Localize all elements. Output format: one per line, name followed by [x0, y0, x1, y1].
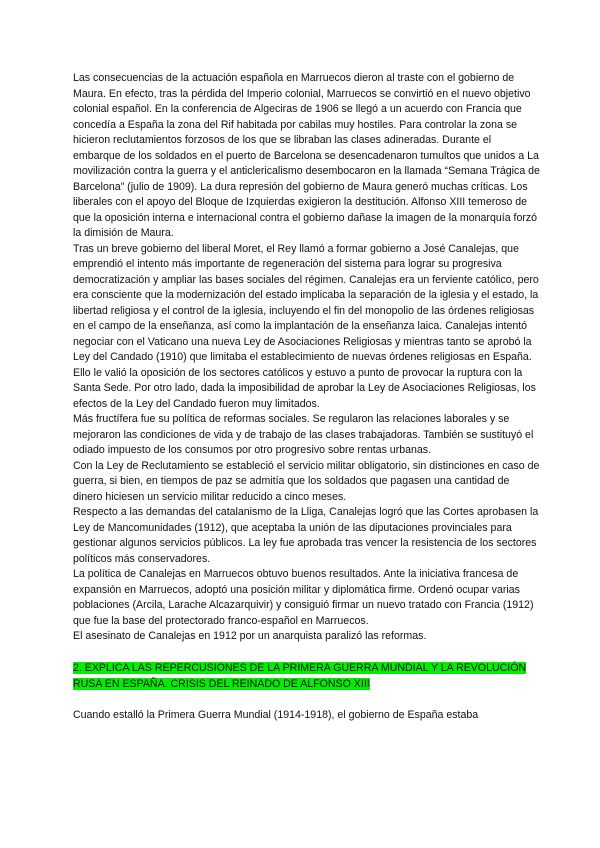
paragraph-canalejas: Tras un breve gobierno del liberal Moret, el Rey llamó a formar gobierno a José Canalejas, que emprendió el intento más importante de regeneración del sistema para lograr su progresiva democratización y ampliar las bases sociales del régimen. Canalejas era un ferviente católico, pero era consciente que la modernización del estado implicaba la separación de la iglesia y el estado, la libertad religiosa y el control de la iglesia, incluyendo el fin del monopolio de las órdenes religiosas en el campo de la enseñanza, así como la implantación de la enseñanza laica. Canalejas intentó negociar con el Vaticano una nueva Ley de Asociaciones Religiosas y mientras tanto se aprobó la Ley del Candado (1910) que limitaba el establecimiento de nuevas órdenes religiosas en España. Ello le valió la oposición de los sectores católicos y estuvo a punto de provocar la ruptura con la Santa Sede. Por otro lado, dada la imposibilidad de aprobar la Ley de Asociaciones Religiosas, los efectos de la Ley del Candado fueron muy limitados.	[73, 242, 539, 410]
paragraph-assassination: El asesinato de Canalejas en 1912 por un anarquista paralizó las reformas.	[73, 630, 427, 642]
section-heading-wrap	[73, 660, 540, 692]
paragraph-maura: Las consecuencias de la actuación española en Marruecos dieron al traste con el gobierno de Maura. En efecto, tras la pérdida del Imperio colonial, Marruecos se convirtió en el nuevo objetivo colonial español. En la conferencia de Algeciras de 1906 se llegó a un acuerdo con Francia que concedía a España la zona del Rif habitada por cabilas muy hostiles. Para controlar la zona se hicieron reclutamientos forzosos de los que se libraban las clases adineradas. Durante el embarque de los soldados en el puerto de Barcelona se desencadenaron tumultos que unidos a La movilización contra la guerra y el anticlericalismo desembocaron en la llamada “Semana Trágica de Barcelona” (julio de 1909). La dura represión del gobierno de Maura generó muchas críticas. Los liberales con el apoyo del Bloque de Izquierdas exigieron la destitución. Alfonso XIII temeroso de que la oposición interna e internacional contra el gobierno dañase la imagen de la monarquía forzó la dimisión de Maura.	[73, 72, 540, 239]
paragraph-recruitment-law: Con la Ley de Reclutamiento se estableció el servicio militar obligatorio, sin distinciones en caso de guerra, si bien, en tiempos de paz se admitía que los soldados que pagasen una cantidad de dinero hiciesen un servicio militar reducido a cinco meses.	[73, 459, 540, 503]
paragraph-social-reforms: Más fructífera fue su política de reformas sociales. Se regularon las relaciones laborales y se mejoraron las condiciones de vida y de trabajo de las clases trabajadoras. También se sustituyó el odiado impuesto de los consumos por otro progresivo sobre rentas urbanas.	[73, 413, 534, 456]
paragraph-wwi-intro: Cuando estalló la Primera Guerra Mundial (1914-1918), el gobierno de España estaba	[73, 708, 479, 721]
paragraph-catalanism: Respecto a las demandas del catalanismo de la Lliga, Canalejas logró que las Cortes aprobasen la Ley de Mancomunidades (1912), que aceptaba la unión de las diputaciones provinciales para gestionar algunos servicios públicos. La ley fue aprobada tras vencer la resistencia de los sectores políticos más conservadores.	[73, 506, 539, 565]
section-heading: 2. EXPLICA LAS REPERCUSIONES DE LA PRIMERA GUERRA MUNDIAL Y LA REVOLUCIÓN RUSA EN ESPAÑA. CRISIS DEL REINADO DE ALFONSO XIII	[73, 661, 527, 690]
paragraph-morocco-policy: La política de Canalejas en Marruecos obtuvo buenos resultados. Ante la iniciativa francesa de expansión en Marruecos, adoptó una posición militar y diplomática firme. Ordenó ocupar varias poblaciones (Arcila, Larache Alcazarquivir) y consiguió firmar un nuevo tratado con Francia (1912) que fue la base del protectorado franco-español en Marruecos.	[73, 568, 534, 627]
